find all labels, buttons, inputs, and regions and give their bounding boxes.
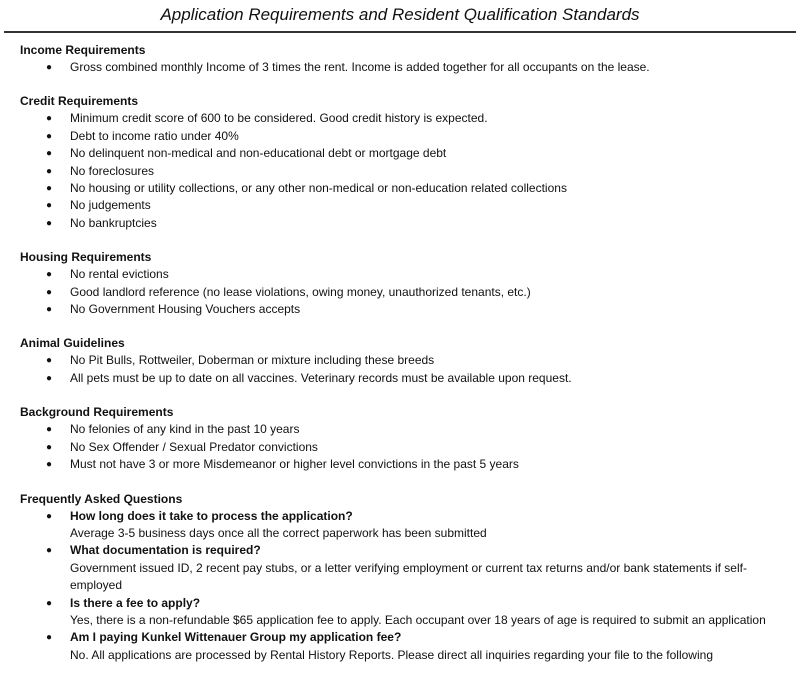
list-item (20, 266, 790, 283)
section-heading: Income Requirements (20, 43, 146, 57)
list-item-text: No felonies of any kind in the past 10 years (70, 422, 300, 437)
list-item-text: All pets must be up to date on all vaccines. Veterinary records must be available upon request. (70, 370, 572, 385)
section-heading: Credit Requirements (20, 94, 139, 109)
list-item-text: Good landlord reference (no lease violations, owing money, unauthorized tenants, etc.) (70, 284, 531, 299)
bullet-icon: ● (46, 355, 53, 367)
faq-item (20, 508, 790, 543)
bullet-icon: ● (46, 597, 53, 609)
animal-guidelines-section (20, 335, 790, 387)
credit-requirements-section (20, 93, 790, 232)
income-requirements-section (20, 42, 790, 76)
list-item (20, 128, 790, 145)
bullet-icon: ● (46, 424, 53, 436)
faq-question: Is there a fee to apply? (70, 595, 201, 610)
list-item (20, 456, 790, 473)
faq-item (20, 595, 790, 630)
faq-answer: No. All applications are processed by Rental History Reports. Please direct all inquiries regarding your file to the following (70, 647, 713, 662)
bullet-icon: ● (46, 286, 53, 298)
bullet-icon: ● (46, 372, 53, 384)
bullet-icon: ● (46, 459, 53, 471)
list-item (20, 284, 790, 301)
list-item-text: No bankruptcies (70, 215, 157, 230)
list-item-text: No judgements (70, 198, 151, 213)
bullet-icon: ● (46, 217, 53, 229)
faq-list (20, 508, 790, 665)
list-item-text: Minimum credit score of 600 to be considered. Good credit history is expected. (70, 111, 488, 126)
list-item-text: No Sex Offender / Sexual Predator convictions (70, 439, 318, 454)
list-item (20, 215, 790, 232)
list-item (20, 59, 790, 76)
background-requirements-list (20, 421, 790, 473)
list-item (20, 439, 790, 456)
title-divider (4, 31, 796, 33)
faq-question: How long does it take to process the application? (70, 508, 353, 523)
section-heading: Background Requirements (20, 405, 174, 420)
faq-item (20, 542, 790, 594)
list-item (20, 370, 790, 387)
bullet-icon: ● (46, 165, 53, 177)
housing-requirements-section (20, 249, 790, 318)
bullet-icon: ● (46, 113, 53, 125)
section-heading: Animal Guidelines (20, 336, 125, 351)
list-item-text: Debt to income ratio under 40% (70, 128, 239, 143)
bullet-icon: ● (46, 62, 53, 73)
list-item (20, 180, 790, 197)
list-item (20, 421, 790, 438)
list-item-text: No delinquent non-medical and non-educational debt or mortgage debt (70, 146, 447, 161)
bullet-icon: ● (46, 130, 53, 142)
list-item (20, 145, 790, 162)
section-heading: Housing Requirements (20, 250, 152, 265)
section-heading: Frequently Asked Questions (20, 491, 183, 506)
list-item (20, 163, 790, 180)
faq-answer: Average 3-5 business days once all the correct paperwork has been submitted (70, 525, 487, 540)
bullet-icon: ● (46, 183, 53, 195)
list-item-text: No Pit Bulls, Rottweiler, Doberman or mixture including these breeds (70, 353, 435, 368)
faq-question: What documentation is required? (70, 543, 261, 558)
bullet-icon: ● (46, 269, 53, 281)
page-title: Application Requirements and Resident Qualification Standards (160, 5, 640, 24)
income-requirements-list (20, 59, 790, 76)
bullet-icon: ● (46, 510, 53, 522)
list-item-text: No rental evictions (70, 267, 169, 282)
credit-requirements-list (20, 110, 790, 232)
bullet-icon: ● (46, 632, 53, 644)
animal-guidelines-list (20, 352, 790, 387)
bullet-icon: ● (46, 200, 53, 212)
list-item (20, 301, 790, 318)
list-item-text: Must not have 3 or more Misdemeanor or higher level convictions in the past 5 years (70, 457, 519, 472)
document-body (20, 42, 790, 681)
background-requirements-section (20, 404, 790, 473)
bullet-icon: ● (46, 304, 53, 316)
faq-answer: Yes, there is a non-refundable $65 application fee to apply. Each occupant over 18 years of age is required to submit an application (70, 612, 766, 627)
housing-requirements-list (20, 266, 790, 318)
list-item (20, 352, 790, 369)
list-item-text: No housing or utility collections, or any other non-medical or non-education related collections (70, 181, 567, 196)
list-item-text: Gross combined monthly Income of 3 times the rent. Income is added together for all occupants on the lease. (70, 60, 650, 74)
faq-section (20, 491, 790, 665)
list-item-text: No Government Housing Vouchers accepts (70, 302, 301, 317)
bullet-icon: ● (46, 441, 53, 453)
list-item-text: No foreclosures (70, 163, 155, 178)
bullet-icon: ● (46, 545, 53, 557)
list-item (20, 197, 790, 214)
faq-answer: Government issued ID, 2 recent pay stubs, or a letter verifying employment or current tax returns and/or bank statements if self-employed (70, 560, 747, 593)
faq-item (20, 629, 790, 664)
faq-question: Am I paying Kunkel Wittenauer Group my application fee? (70, 630, 402, 645)
list-item (20, 110, 790, 127)
bullet-icon: ● (46, 148, 53, 160)
